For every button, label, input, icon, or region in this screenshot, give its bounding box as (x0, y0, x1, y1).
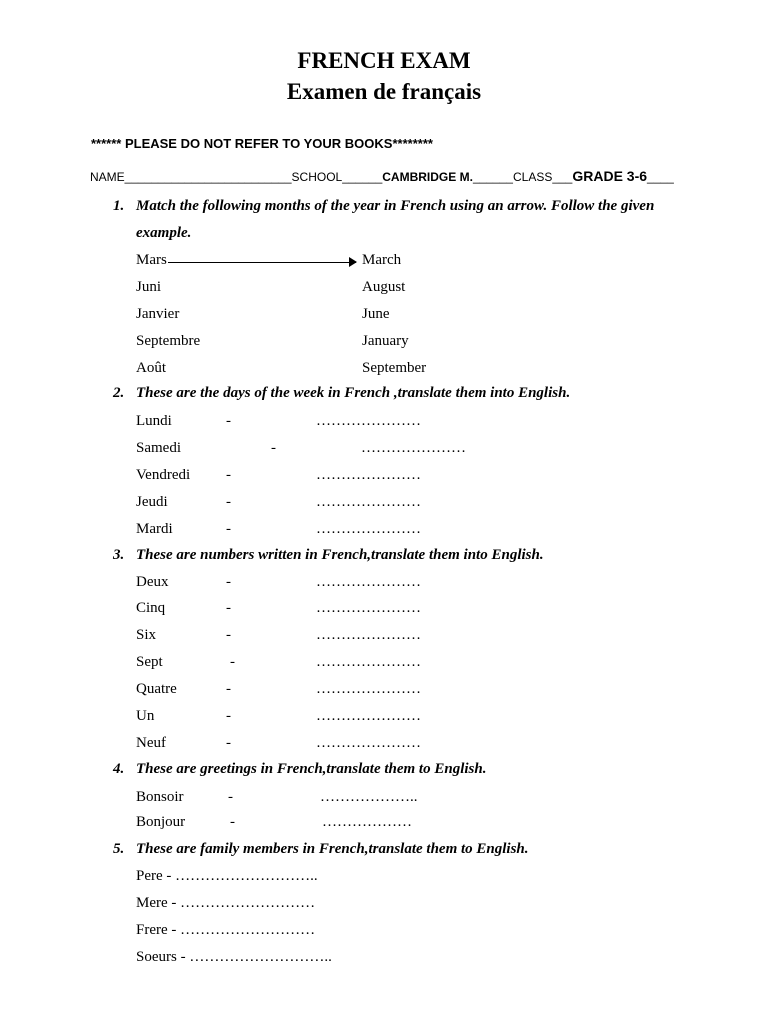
month-english: January (362, 333, 409, 349)
day-word: Vendredi (136, 467, 191, 483)
number-word: Un (136, 708, 155, 724)
question-1 (0, 198, 768, 218)
month-french: Janvier (136, 306, 180, 322)
class-value: GRADE 3-6 (572, 168, 648, 184)
class-tail: ____ (647, 170, 674, 184)
class-label: CLASS___ (512, 170, 573, 184)
day-word: Samedi (136, 440, 181, 456)
question-text: These are greetings in French,translate them to English. (136, 761, 487, 777)
question-number: 3. (113, 547, 125, 563)
number-word: Deux (136, 574, 169, 590)
dash: - (226, 708, 231, 724)
answer-blank[interactable]: ………………… (316, 735, 421, 751)
name-field[interactable]: _________________________ (124, 170, 292, 184)
number-word: Cinq (136, 600, 166, 616)
answer-blank[interactable]: ………………… (316, 654, 421, 670)
question-number: 2. (113, 385, 125, 401)
name-label: NAME (90, 170, 125, 184)
family-item[interactable]: Pere - ……………………….. (136, 868, 318, 884)
question-text: These are family members in French,translate them to English. (136, 841, 529, 857)
number-word: Quatre (136, 681, 177, 697)
question-text: Match the following months of the year in French using an arrow. Follow the given (136, 198, 655, 214)
question-text: These are numbers written in French,translate them into English. (136, 547, 544, 563)
number-word: Sept (136, 654, 163, 670)
question-number: 4. (113, 761, 125, 777)
dash: - (230, 654, 235, 670)
dash: - (226, 413, 231, 429)
question-2 (0, 385, 768, 405)
day-word: Mardi (136, 521, 173, 537)
answer-blank[interactable]: ………………… (316, 627, 421, 643)
dash: - (226, 521, 231, 537)
exam-title: FRENCH EXAM (297, 48, 471, 73)
month-french: Mars (136, 252, 167, 268)
day-word: Lundi (136, 413, 172, 429)
answer-blank[interactable]: ………………… (316, 494, 421, 510)
school-value: CAMBRIDGE M. (382, 170, 473, 184)
greeting-word: Bonjour (136, 814, 186, 830)
answer-blank[interactable]: ……………….. (320, 789, 418, 805)
question-3 (0, 547, 768, 567)
answer-blank[interactable]: ………………… (316, 521, 421, 537)
answer-blank[interactable]: ………………… (316, 413, 421, 429)
answer-blank[interactable]: ………………… (316, 574, 421, 590)
question-text: These are the days of the week in French ,translate them into English. (136, 385, 571, 401)
question-number: 5. (113, 841, 125, 857)
family-item[interactable]: Soeurs - ……………………….. (136, 949, 332, 965)
dash: - (226, 467, 231, 483)
question-text-continued: example. (136, 225, 192, 241)
family-item[interactable]: Frere - ……………………… (136, 922, 316, 938)
number-word: Six (136, 627, 157, 643)
dash: - (226, 600, 231, 616)
question-5 (0, 841, 768, 861)
month-english: June (362, 306, 390, 322)
answer-blank[interactable]: ………………… (316, 708, 421, 724)
dash: - (226, 627, 231, 643)
answer-blank[interactable]: ……………… (322, 814, 412, 830)
dash: - (226, 574, 231, 590)
example-arrow-line (168, 262, 356, 263)
dash: - (226, 681, 231, 697)
answer-blank[interactable]: ………………… (316, 681, 421, 697)
dash: - (226, 735, 231, 751)
school-tail: ______ (472, 170, 513, 184)
greeting-word: Bonsoir (136, 789, 184, 805)
dash: - (228, 789, 233, 805)
number-word: Neuf (136, 735, 166, 751)
answer-blank[interactable]: ………………… (361, 440, 466, 456)
question-number: 1. (113, 198, 125, 214)
dash: - (230, 814, 235, 830)
month-english: September (362, 360, 427, 376)
arrow-head-icon (349, 257, 357, 267)
month-english: March (362, 252, 402, 268)
month-french: Septembre (136, 333, 201, 349)
dash: - (226, 494, 231, 510)
school-label: SCHOOL______ (291, 170, 383, 184)
day-word: Jeudi (136, 494, 168, 510)
month-french: Août (136, 360, 166, 376)
family-item[interactable]: Mere - ……………………… (136, 895, 316, 911)
month-french: Juni (136, 279, 162, 295)
answer-blank[interactable]: ………………… (316, 600, 421, 616)
month-english: August (362, 279, 406, 295)
question-4 (0, 761, 768, 781)
answer-blank[interactable]: ………………… (316, 467, 421, 483)
student-info-line (90, 168, 674, 184)
dash: - (271, 440, 276, 456)
exam-subtitle: Examen de français (286, 79, 482, 104)
warning-text: ****** PLEASE DO NOT REFER TO YOUR BOOKS******** (91, 136, 433, 151)
